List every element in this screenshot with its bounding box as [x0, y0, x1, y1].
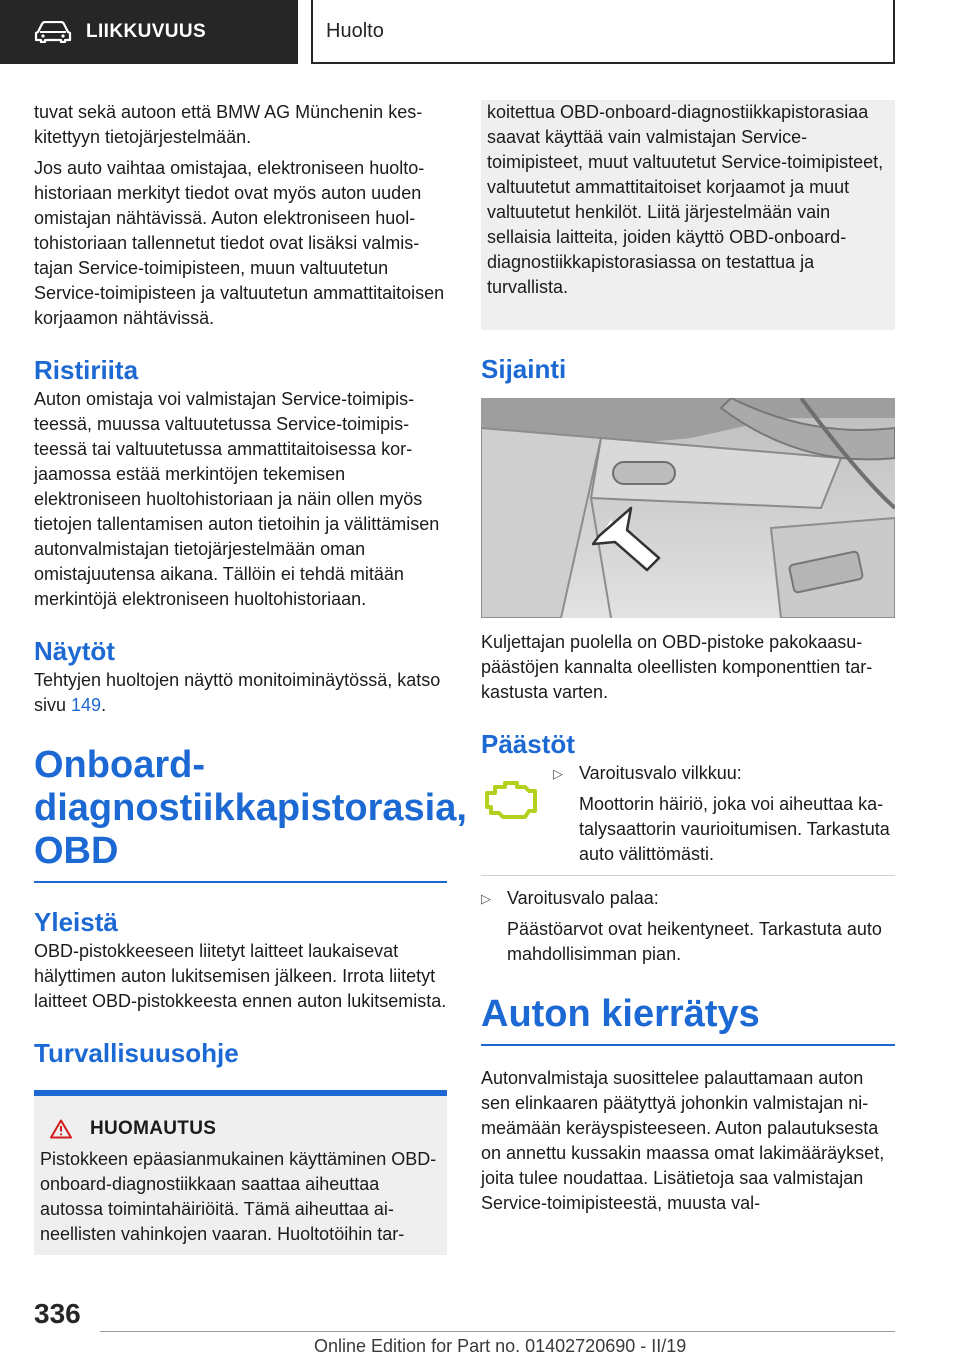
divider — [481, 875, 895, 876]
heading-paastot: Päästöt — [481, 729, 575, 759]
bullet-text: Päästöarvot ovat heikentyneet. Tarkastuta auto mahdollisimman pian. — [507, 919, 882, 964]
chapter-title: Huolto — [326, 19, 384, 42]
warning-header — [40, 1116, 447, 1141]
section-title: LIIKKUVUUS — [86, 21, 207, 42]
check-engine-icon — [481, 777, 543, 821]
paragraph: Kuljettajan puolella on OBD-pistoke pakokaasupäästöjen kannalta oleellisten komponenttien tarkastusta varten. — [481, 632, 873, 702]
chapter-heading-kierratys: Auton kierrätys — [481, 993, 895, 1046]
bullet-label: Varoitusvalo vilkkuu: — [579, 763, 742, 783]
list-item — [553, 761, 895, 786]
paragraph: Autonvalmistaja suosittelee palauttamaan auton sen elinkaaren päätyttyä johonkin valmistajan nimeämään keräyspisteeseen. Auton palautuksesta on annettu kussakin maassa omat lakimääräykset, joita tulee noudattaa. Lisätietoja saa valmistajan Service-toimipisteestä, muusta val- — [481, 1068, 885, 1213]
warning-text: Pistokkeen epäasianmukainen käyttäminen OBD-onboard-diagnostiikkaan saattaa aiheuttaa autossa toimintahäiriöitä. Tämä aiheuttaa aineellisten vahinkojen vaaran. Huoltotöihin tar- — [40, 1149, 437, 1244]
chapter-tab — [311, 0, 895, 64]
paragraph: OBD-pistokkeeseen liitetyt laitteet laukaisevat hälyttimen auton lukitsemisen jälkeen. Irrota liitetyt laitteet OBD-pistokkeesta ennen auton lukitsemista. — [34, 941, 447, 1011]
obd-location-photo — [481, 398, 895, 618]
header-section-tab — [0, 0, 298, 64]
paragraph: Jos auto vaihtaa omistajaa, elektroniseen huoltohistoriaan merkityt tiedot ovat myös auton uuden omistajan nähtävissä. Auton elektroniseen huoltohistoriaan tallennetut tiedot ovat lisäksi valmistajan Service-toimipisteen, muun valtuutetun Service-toimipisteen ja valtuutetun ammattitaitoisen korjaamon nähtävissä. — [34, 158, 445, 328]
right-column — [481, 100, 895, 1222]
heading-turvallisuusohje: Turvallisuusohje — [34, 1038, 239, 1068]
warning-title: HUOMAUTUS — [90, 1118, 217, 1139]
paragraph: tuvat sekä autoon että BMW AG Münchenin keskitettyyn tietojärjestelmään. — [34, 102, 423, 147]
heading-yleista: Yleistä — [34, 907, 118, 937]
list-item — [481, 886, 895, 911]
footer-edition: Online Edition for Part no. 01402720690 - II/19 — [314, 1336, 687, 1356]
heading-naytot: Näytöt — [34, 636, 115, 666]
warning-box-continued — [481, 100, 895, 330]
list-item-detail — [553, 786, 895, 867]
warning-text-continued: koitettua OBD-onboard-diagnostiikkapistorasiaa saavat käyttää vain valmistajan Service-toimipisteet, muut valtuutetut Service-toimipisteet, valtuutetut ammattitaitoiset korjaamot ja muut valtuutetut henkilöt. Liitä järjestelmään vain sellaisia laitteita, joiden käyttö OBD-onboard-diagnostiikkapistorasiassa on testattua ja turvallista. — [487, 102, 884, 297]
page-number: 336 — [34, 1298, 81, 1329]
reference-text: Tehtyjen huoltojen näyttö monitoiminäytössä, katso sivu — [34, 670, 441, 715]
bullet-label: Varoitusvalo palaa: — [507, 888, 659, 908]
heading-ristiriita: Ristiriita — [34, 355, 139, 385]
chapter-heading-obd: Onboard-diagnostiikkapistorasia, OBD — [34, 744, 447, 883]
paragraph: Auton omistaja voi valmistajan Service-toimipisteessä, muussa valtuutetussa Service-toimipisteessä tai valtuutetussa ammattitaitoisessa korjaamossa estää merkintöjen tekemisen elektroniseen huoltohistoriaan ja näin ollen myös tietojen tallentamisen auton tietoihin ja välittämisen autonvalmistajan tietojärjestelmään oman omistajuutensa aikana. Tällöin ei tehdä mitään merkintöjä elektroniseen huoltohistoriaan. — [34, 389, 440, 609]
bullet-list — [553, 761, 895, 867]
paragraph-page-reference — [34, 668, 447, 718]
bullet-list — [481, 886, 895, 911]
warning-triangle-icon — [50, 1119, 72, 1139]
page-link[interactable]: 149 — [71, 695, 102, 715]
footer-divider — [100, 1331, 895, 1332]
triangle-bullet-icon: ▷ — [553, 766, 563, 781]
triangle-bullet-icon: ▷ — [481, 891, 491, 906]
heading-sijainti: Sijainti — [481, 354, 567, 384]
warning-box — [34, 1090, 447, 1255]
bullet-text: Moottorin häiriö, joka voi aiheuttaa katalysaattorin vaurioitumisen. Tarkastuta auto välittömästi. — [579, 794, 890, 864]
car-icon — [34, 21, 72, 43]
left-column — [34, 100, 467, 1255]
emission-warning-row — [481, 761, 895, 867]
reference-end: . — [101, 695, 107, 715]
